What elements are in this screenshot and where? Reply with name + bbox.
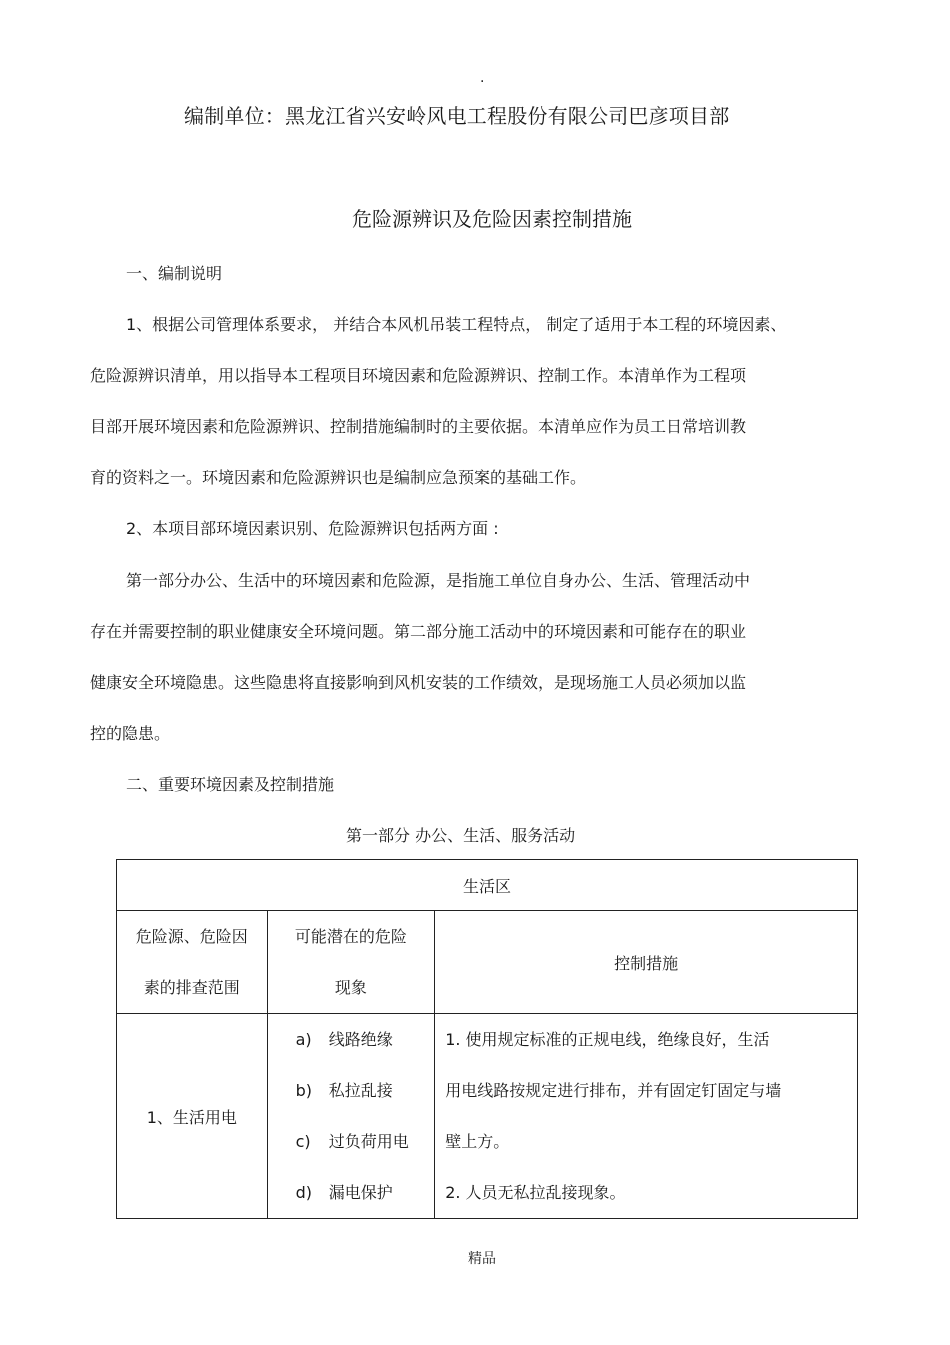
measure-line: 用电线路按规定进行排布，并有固定钉固定与墙 (445, 1081, 782, 1100)
para1-line: 1、根据公司管理体系要求， 并结合本风机吊装工程特点， 制定了适用于本工程的环境因素、 (126, 315, 787, 334)
hazard-key: c) (295, 1132, 311, 1151)
header-dot: . (480, 70, 485, 86)
para1-line: 育的资料之一。环境因素和危险源辨识也是编制应急预案的基础工作。 (90, 468, 587, 487)
section2-heading: 二、重要环境因素及控制措施 (126, 775, 335, 794)
para1-line: 危险源辨识清单，用以指导本工程项目环境因素和危险源辨识、控制工作。本清单作为工程项 (90, 366, 747, 385)
measures-cell (435, 1014, 858, 1219)
hazard-key: d) (295, 1183, 312, 1202)
hazard-text: 过负荷用电 (328, 1132, 409, 1151)
zone-header: 生活区 (117, 860, 858, 911)
para3-line: 健康安全环境隐患。这些隐患将直接影响到风机安装的工作绩效，是现场施工人员必须加以监 (90, 673, 747, 692)
measure-line: 1. 使用规定标准的正规电线，绝缘良好，生活 (445, 1030, 770, 1049)
hazard-text: 线路绝缘 (328, 1030, 393, 1049)
para3-line: 存在并需要控制的职业健康安全环境问题。第二部分施工活动中的环境因素和可能存在的职业 (90, 622, 747, 641)
hazard-key: b) (295, 1081, 312, 1100)
col-header-hazard-line: 现象 (334, 978, 367, 997)
col-header-hazard-line: 可能潜在的危险 (294, 927, 407, 946)
col-header-scope-line: 素的排查范围 (143, 978, 240, 997)
hazard-text: 私拉乱接 (328, 1081, 393, 1100)
col-header-hazard (267, 911, 435, 1014)
document-title: 危险源辨识及危险因素控制措施 (352, 207, 632, 231)
hazard-cell (267, 1014, 435, 1219)
list-item (296, 1116, 435, 1167)
list-item (296, 1167, 435, 1218)
list-item (296, 1014, 435, 1065)
hazard-table (116, 859, 858, 1219)
measure-line: 2. 人员无私拉乱接现象。 (445, 1183, 626, 1202)
col-header-scope (117, 911, 268, 1014)
footer-label: 精品 (468, 1251, 496, 1267)
para3-line: 控的隐患。 (90, 724, 171, 743)
col-header-scope-line: 危险源、危险因 (135, 927, 248, 946)
organization-line: 编制单位：黑龙江省兴安岭风电工程股份有限公司巴彦项目部 (184, 104, 730, 128)
para1-line: 目部开展环境因素和危险源辨识、控制措施编制时的主要依据。本清单应作为员工日常培训教 (90, 417, 747, 436)
scope-cell: 1、生活用电 (117, 1014, 268, 1219)
hazard-key: a) (295, 1030, 312, 1049)
part-title: 第一部分 办公、生活、服务活动 (346, 826, 576, 845)
measure-line: 壁上方。 (445, 1132, 510, 1151)
para3-line: 第一部分办公、生活中的环境因素和危险源，是指施工单位自身办公、生活、管理活动中 (126, 571, 751, 590)
col-header-measures: 控制措施 (435, 911, 858, 1014)
hazard-text: 漏电保护 (328, 1183, 393, 1202)
list-item (296, 1065, 435, 1116)
section1-heading: 一、编制说明 (126, 264, 223, 283)
hazard-list (268, 1014, 435, 1218)
para2-line: 2、本项目部环境因素识别、危险源辨识包括两方面 : (126, 519, 499, 538)
